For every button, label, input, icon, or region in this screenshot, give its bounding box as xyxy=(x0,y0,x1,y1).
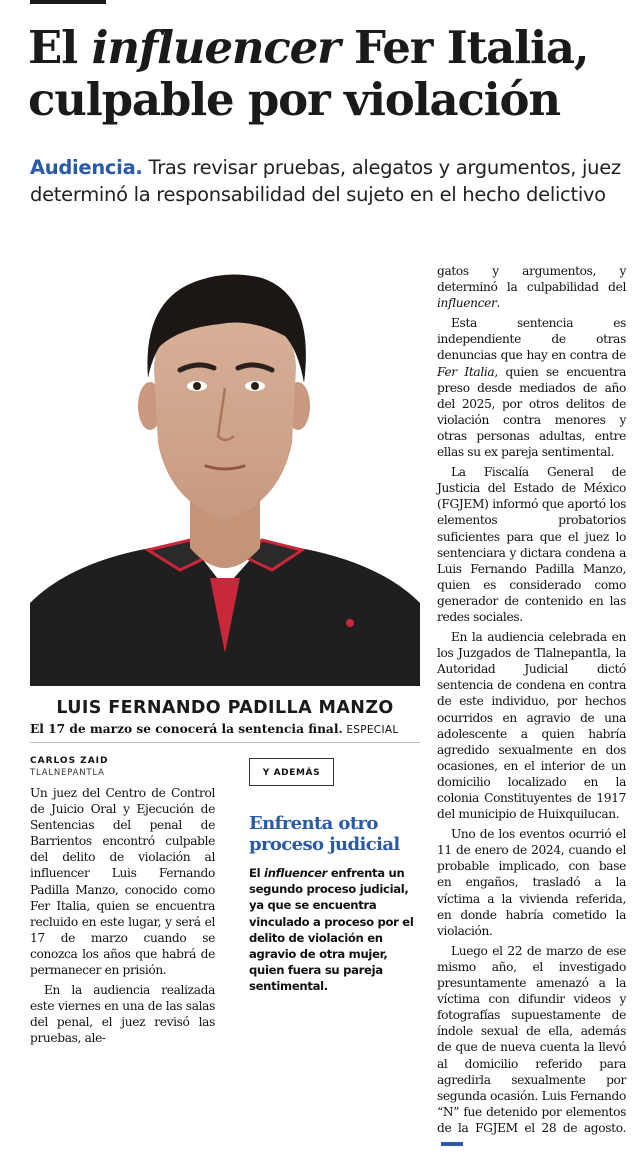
deck-text: Tras revisar pruebas, alegatos y argumentos, juez determinó la responsabilidad del sujeto en el hecho delictivo xyxy=(30,156,621,206)
headline-part1: El xyxy=(28,21,92,74)
sidebar-body-post: enfrenta un segundo proceso judicial, ya que se encuentra vinculado a proceso por el delito de violación en agravio de otra mujer, quien fuera su pareja sentimental. xyxy=(249,866,414,994)
sidebar-body-pre: El xyxy=(249,866,265,880)
portrait-illustration xyxy=(30,258,420,686)
article-column-3 xyxy=(437,263,626,1156)
photo-caption xyxy=(30,720,420,739)
paragraph: En la audiencia celebrada en los Juzgados de Tlalnepantla, la Autoridad Judicial dictó sentencia de condena en contra de este individuo, por hechos ocurridos en agravio de una adolescente a quien habría agredido sexualmente en dos ocasiones, en el interior de un domicilio localizado en la colonia Constituyentes de 1917 del municipio de Huixquilucan. xyxy=(437,630,626,822)
text-run: gatos y argumentos, y determinó la culpabilidad del xyxy=(437,264,626,295)
headline-italic: influencer xyxy=(91,21,340,74)
paragraph: Un juez del Centro de Control de Juicio Oral y Ejecución de Sentencias del penal de Barrientos encontró culpable del delito de violación al influencer Luis Fernando Padilla Manzo, conocido como Fer Italia, quien se encuentra recluido en este lugar, y será el 17 de marzo cuando se conozca los años que habrá de permanecer en prisión. xyxy=(30,786,215,978)
text-run-italic: Fer Italia xyxy=(437,364,495,379)
sidebar-body xyxy=(249,865,419,995)
photo-caption-name: LUIS FERNANDO PADILLA MANZO xyxy=(56,698,394,718)
text-run: . xyxy=(496,296,500,311)
end-mark xyxy=(441,1142,463,1146)
photo-caption-bold: El 17 de marzo se conocerá la sentencia final. xyxy=(30,722,343,736)
text-run-italic: influencer xyxy=(437,296,497,311)
sidebar-body-italic: influencer xyxy=(264,866,328,880)
related-section-button[interactable]: Y ADEMÁS xyxy=(249,758,334,786)
caption-divider xyxy=(30,742,420,743)
byline-author: CARLOS ZAID xyxy=(30,756,109,766)
top-rule xyxy=(30,0,106,4)
text-run: , quien se encuentra preso desde mediados de año del 2025, por otros delitos de violación contra menores y otras personas adultas, entre ellas su ex pareja sentimental. xyxy=(437,364,626,460)
portrait-photo xyxy=(30,258,420,686)
paragraph xyxy=(437,943,626,1152)
article-column-1 xyxy=(30,785,215,1051)
paragraph: La Fiscalía General de Justicia del Estado de México (FGJEM) informó que aportó los elementos probatorios suficientes para que el juez lo sentenciara y dictara condena a Luis Fernando Padilla Manzo, quien es considerado como generador de contenido en las redes sociales. xyxy=(437,465,626,624)
text-run: Luego el 22 de marzo de ese mismo año, el investigado presuntamente amenazó a la víctima con difundir videos y fotografías supuestamente de índole sexual de ella, además de que de nueva cuenta la llevó al domicilio referido para agredirla sexualmente por segunda ocasión. Luis Fernando “N” fue detenido por elementos de la FGJEM el 28 de agosto. xyxy=(437,943,626,1135)
byline xyxy=(30,755,109,779)
deck-lead: Audiencia. xyxy=(30,156,143,179)
sidebar-title: Enfrenta otro proceso judicial xyxy=(249,813,400,855)
headline xyxy=(28,22,628,126)
paragraph xyxy=(437,263,626,311)
paragraph xyxy=(437,315,626,460)
byline-location: TLALNEPANTLA xyxy=(30,768,105,778)
deck xyxy=(30,154,630,208)
headline-part2: Fer Italia, culpable por violación xyxy=(28,21,589,126)
paragraph: Uno de los eventos ocurrió el 11 de enero de 2024, cuando el probable implicado, con base en engaños, trasladó a la víctima a la vivienda referida, en donde habría cometido la violación. xyxy=(437,827,626,938)
photo-credit: ESPECIAL xyxy=(342,724,399,736)
text-run: Esta sentencia es independiente de otras denuncias que hay en contra de xyxy=(437,316,626,363)
paragraph: En la audiencia realizada este viernes en una de las salas del penal, el juez revisó las pruebas, ale- xyxy=(30,983,215,1046)
